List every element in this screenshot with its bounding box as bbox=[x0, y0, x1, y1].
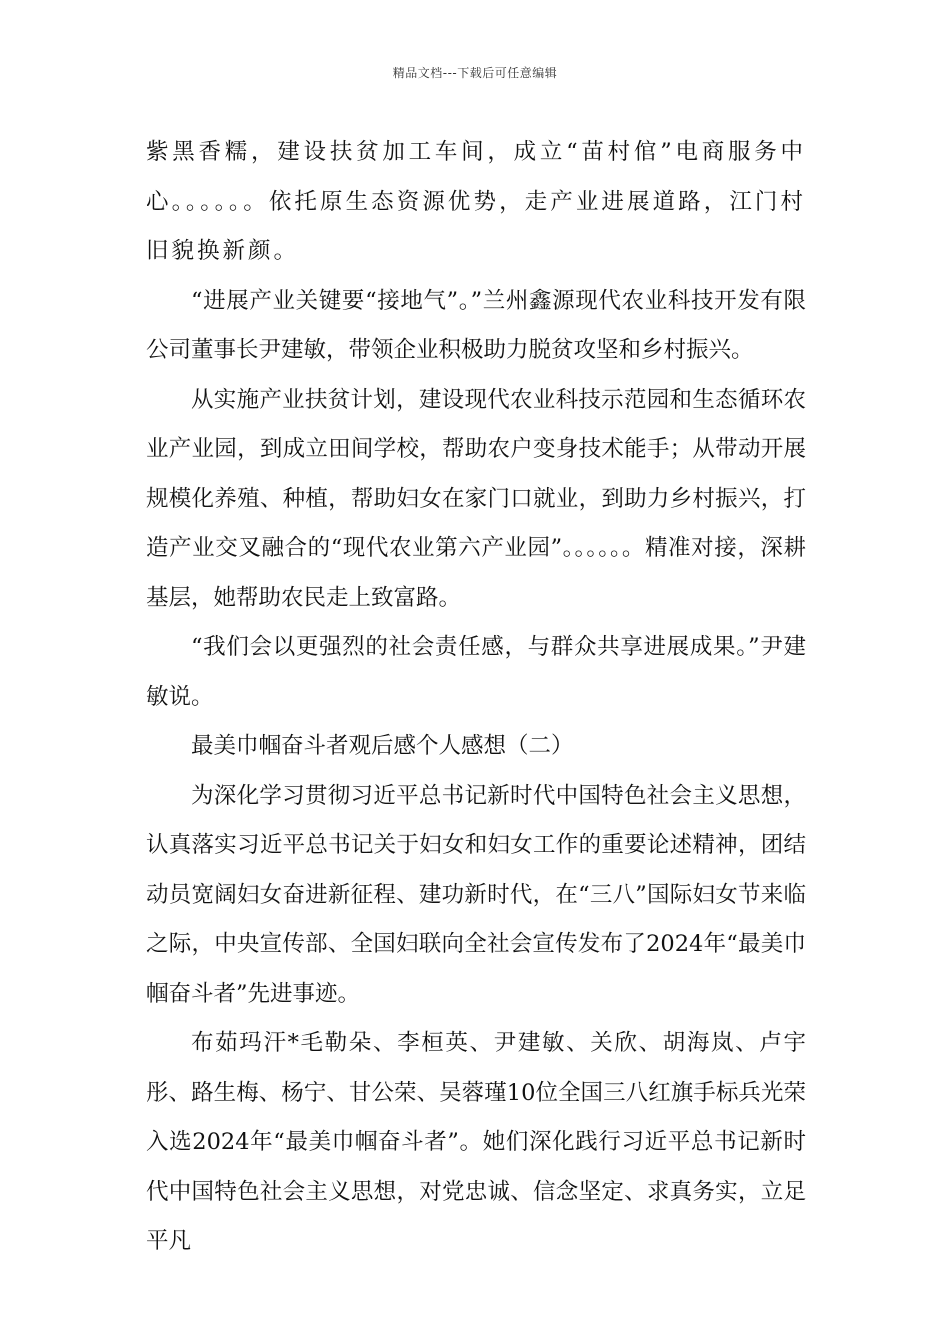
paragraph-6: 布茹玛汗*毛勒朵、李桓英、尹建敏、关欣、胡海岚、卢宇彤、路生梅、杨宁、甘公荣、吴蓉瑾10位全国三八红旗手标兵光荣入选2024年“最美巾帼奋斗者”。她们深化践行习近平总书记新时代中国特色社会主义思想，对党忠诚、信念坚定、求真务实，立足平凡 bbox=[146, 1030, 806, 1254]
document-body bbox=[146, 128, 806, 1267]
paragraph-4: “我们会以更强烈的社会责任感，与群众共享进展成果。”尹建敏说。 bbox=[146, 634, 806, 710]
paragraph-1: 紫黑香糯，建设扶贫加工车间，成立“苗村倌”电商服务中心。。。。。。依托原生态资源优势，走产业进展道路，江门村旧貌换新颜。 bbox=[146, 139, 806, 264]
paragraph-2: “进展产业关键要“接地气”。”兰州鑫源现代农业科技开发有限公司董事长尹建敏，带领企业积极助力脱贫攻坚和乡村振兴。 bbox=[146, 287, 806, 363]
page-header: 精品文档---下载后可任意编辑 bbox=[392, 66, 558, 80]
section-heading: 最美巾帼奋斗者观后感个人感想（二） bbox=[191, 733, 574, 759]
paragraph-5: 为深化学习贯彻习近平总书记新时代中国特色社会主义思想，认真落实习近平总书记关于妇女和妇女工作的重要论述精神，团结动员宽阔妇女奋进新征程、建功新时代，在“三八”国际妇女节来临之际，中央宣传部、全国妇联向全社会宣传发布了2024年“最美巾帼奋斗者”先进事迹。 bbox=[146, 782, 806, 1007]
paragraph-3: 从实施产业扶贫计划，建设现代农业科技示范园和生态循环农业产业园，到成立田间学校，帮助农户变身技术能手；从带动开展规模化养殖、种植，帮助妇女在家门口就业，到助力乡村振兴，打造产业交叉融合的“现代农业第六产业园”。。。。。。精准对接，深耕基层，她帮助农民走上致富路。 bbox=[146, 386, 806, 611]
